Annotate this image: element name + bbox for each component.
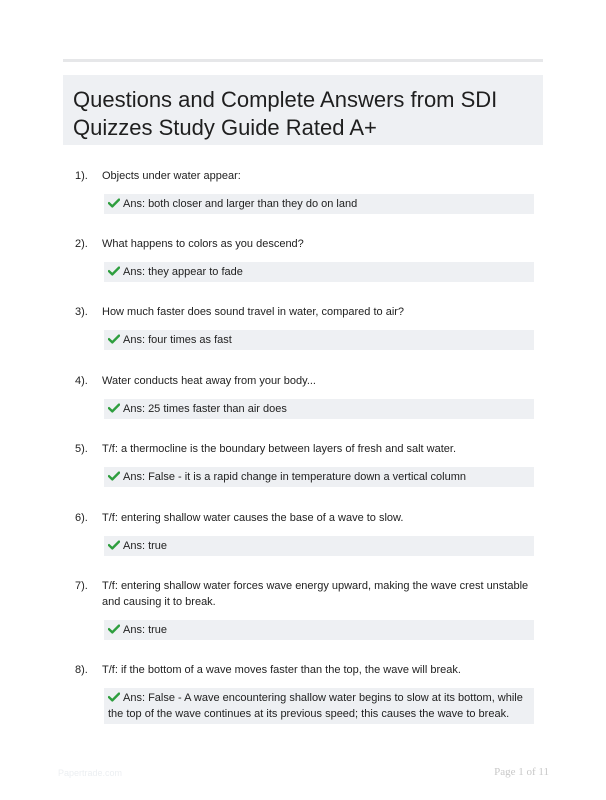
answer-text: Ans: 25 times faster than air does [123,403,287,415]
page-title: Questions and Complete Answers from SDI Quizzes Study Guide Rated A+ [73,87,498,140]
answer-text: Ans: true [123,624,168,636]
question-text: What happens to colors as you descend? [102,238,304,250]
question-number: 8). [75,664,88,676]
question-number: 7). [75,580,88,592]
checkmark-icon [108,198,120,208]
checkmark-icon [108,540,120,550]
answer-box [104,330,534,350]
checkmark-icon [108,624,120,634]
footer-watermark: Papertrade.com [58,768,123,778]
checkmark-icon [108,266,120,276]
top-divider [63,59,543,62]
answer-box [104,262,534,282]
question-number: 2). [75,238,88,250]
answer-text: Ans: they appear to fade [123,266,243,278]
answer-text: Ans: False - A wave encountering shallow water begins to slow at its bottom, while the top of the wave continues at its previous speed; this causes the wave to break. [108,692,523,720]
page-number: Page 1 of 11 [494,766,549,778]
answer-box [104,688,534,724]
question-number: 3). [75,306,88,318]
question-text: Objects under water appear: [102,170,241,182]
checkmark-icon [108,334,120,344]
title-banner [63,75,543,145]
answer-box [104,536,534,556]
question-text: T/f: if the bottom of a wave moves faster than the top, the wave will break. [102,664,461,676]
question-number: 4). [75,375,88,387]
answer-text: Ans: both closer and larger than they do on land [123,198,358,210]
checkmark-icon [108,692,120,702]
answer-box [104,399,534,419]
answer-box [104,467,534,487]
question-number: 1). [75,170,88,182]
question-text: Water conducts heat away from your body... [102,375,316,387]
question-text: T/f: a thermocline is the boundary between layers of fresh and salt water. [102,443,457,455]
question-number: 6). [75,512,88,524]
question-text: T/f: entering shallow water forces wave energy upward, making the wave crest unstable and causing it to break. [102,580,529,608]
answer-text: Ans: False - it is a rapid change in temperature down a vertical column [123,471,466,483]
answer-box [104,194,534,214]
answer-text: Ans: four times as fast [123,334,232,346]
question-text: T/f: entering shallow water causes the base of a wave to slow. [102,512,404,524]
answer-box [104,620,534,640]
checkmark-icon [108,403,120,413]
question-number: 5). [75,443,88,455]
question-text: How much faster does sound travel in water, compared to air? [102,306,405,318]
checkmark-icon [108,471,120,481]
answer-text: Ans: true [123,540,168,552]
